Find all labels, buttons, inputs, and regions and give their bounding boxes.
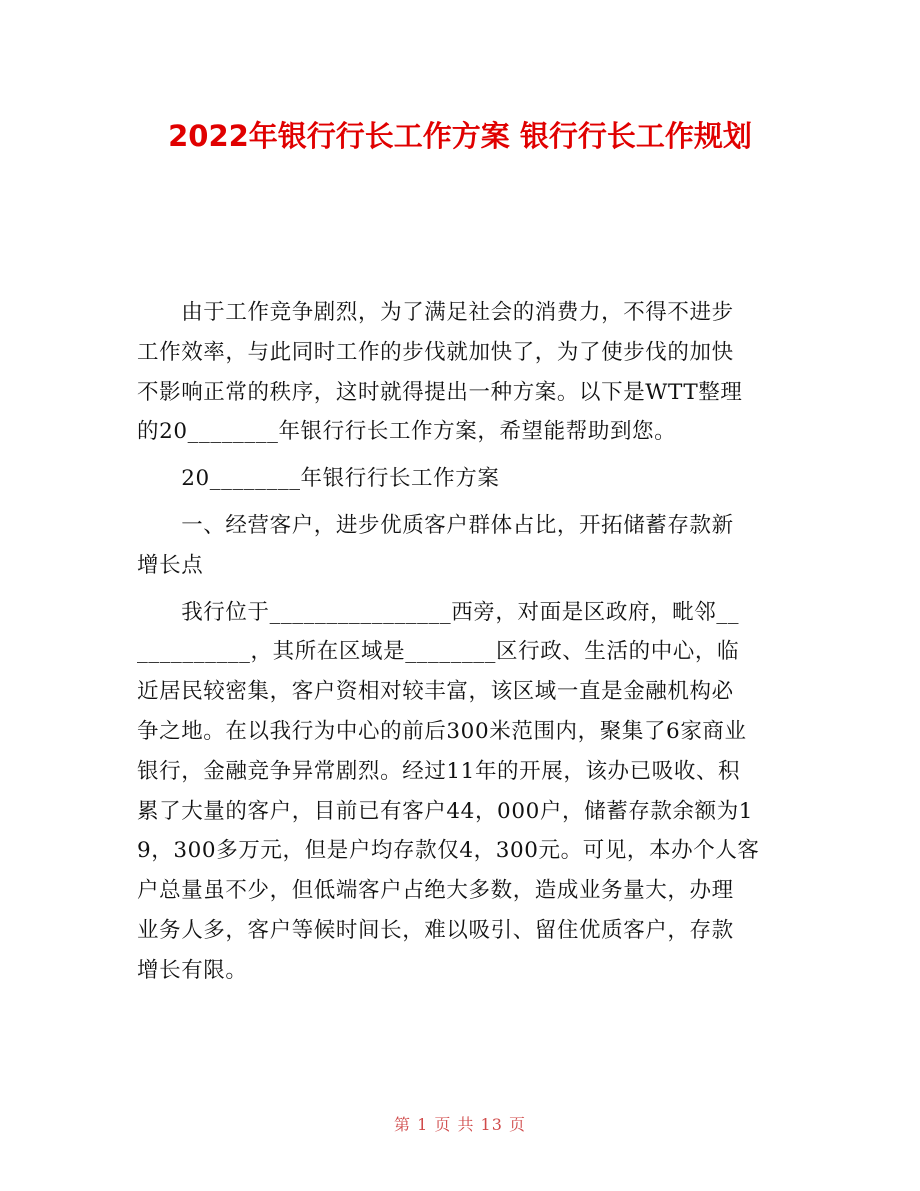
paragraph-subtitle — [137, 459, 785, 499]
body-line: 由于工作竞争剧烈，为了满足社会的消费力，不得不进步 — [137, 300, 734, 325]
paragraph-intro — [137, 293, 785, 452]
paragraph-section-heading — [137, 506, 785, 586]
body-line: 9，300多万元，但是户均存款仅4，300元。可见，本办个人客 — [137, 838, 760, 864]
body-line: 业务人多，客户等候时间长，难以吸引、留住优质客户，存款 — [137, 917, 734, 943]
body-line: 20________年银行行长工作方案 — [137, 466, 500, 492]
document-body — [137, 293, 785, 991]
document-title: 2022年银行行长工作方案 银行行长工作规划 — [168, 119, 752, 153]
body-line: __________，其所在区域是________区行政、生活的中心，临 — [137, 639, 740, 665]
body-line: 工作效率，与此同时工作的步伐就加快了，为了使步伐的加快 — [137, 339, 734, 365]
body-line: 争之地。在以我行为中心的前后300米范围内，聚集了6家商业 — [137, 718, 747, 744]
body-line: 我行位于________________西旁，对面是区政府，毗邻__ — [137, 599, 740, 625]
body-line: 一、经营客户，进步优质客户群体占比，开拓储蓄存款新 — [137, 512, 734, 538]
paragraph-location — [137, 593, 785, 991]
page-footer: 第 1 页 共 13 页 — [394, 1115, 526, 1134]
body-line: 不影响正常的秩序，这时就得提出一种方案。以下是WTT整理 — [137, 379, 743, 405]
body-line: 增长点 — [137, 552, 204, 578]
body-line: 累了大量的客户，目前已有客户44，000户，储蓄存款余额为1 — [137, 798, 754, 824]
body-line: 的20________年银行行长工作方案，希望能帮助到您。 — [137, 419, 677, 445]
body-line: 增长有限。 — [137, 957, 248, 983]
body-line: 近居民较密集，客户资相对较丰富，该区域一直是金融机构必 — [137, 679, 734, 705]
body-line: 户总量虽不少，但低端客户占绝大多数，造成业务量大，办理 — [137, 878, 734, 904]
body-line: 银行，金融竞争异常剧烈。经过11年的开展，该办已吸收、积 — [137, 758, 741, 784]
